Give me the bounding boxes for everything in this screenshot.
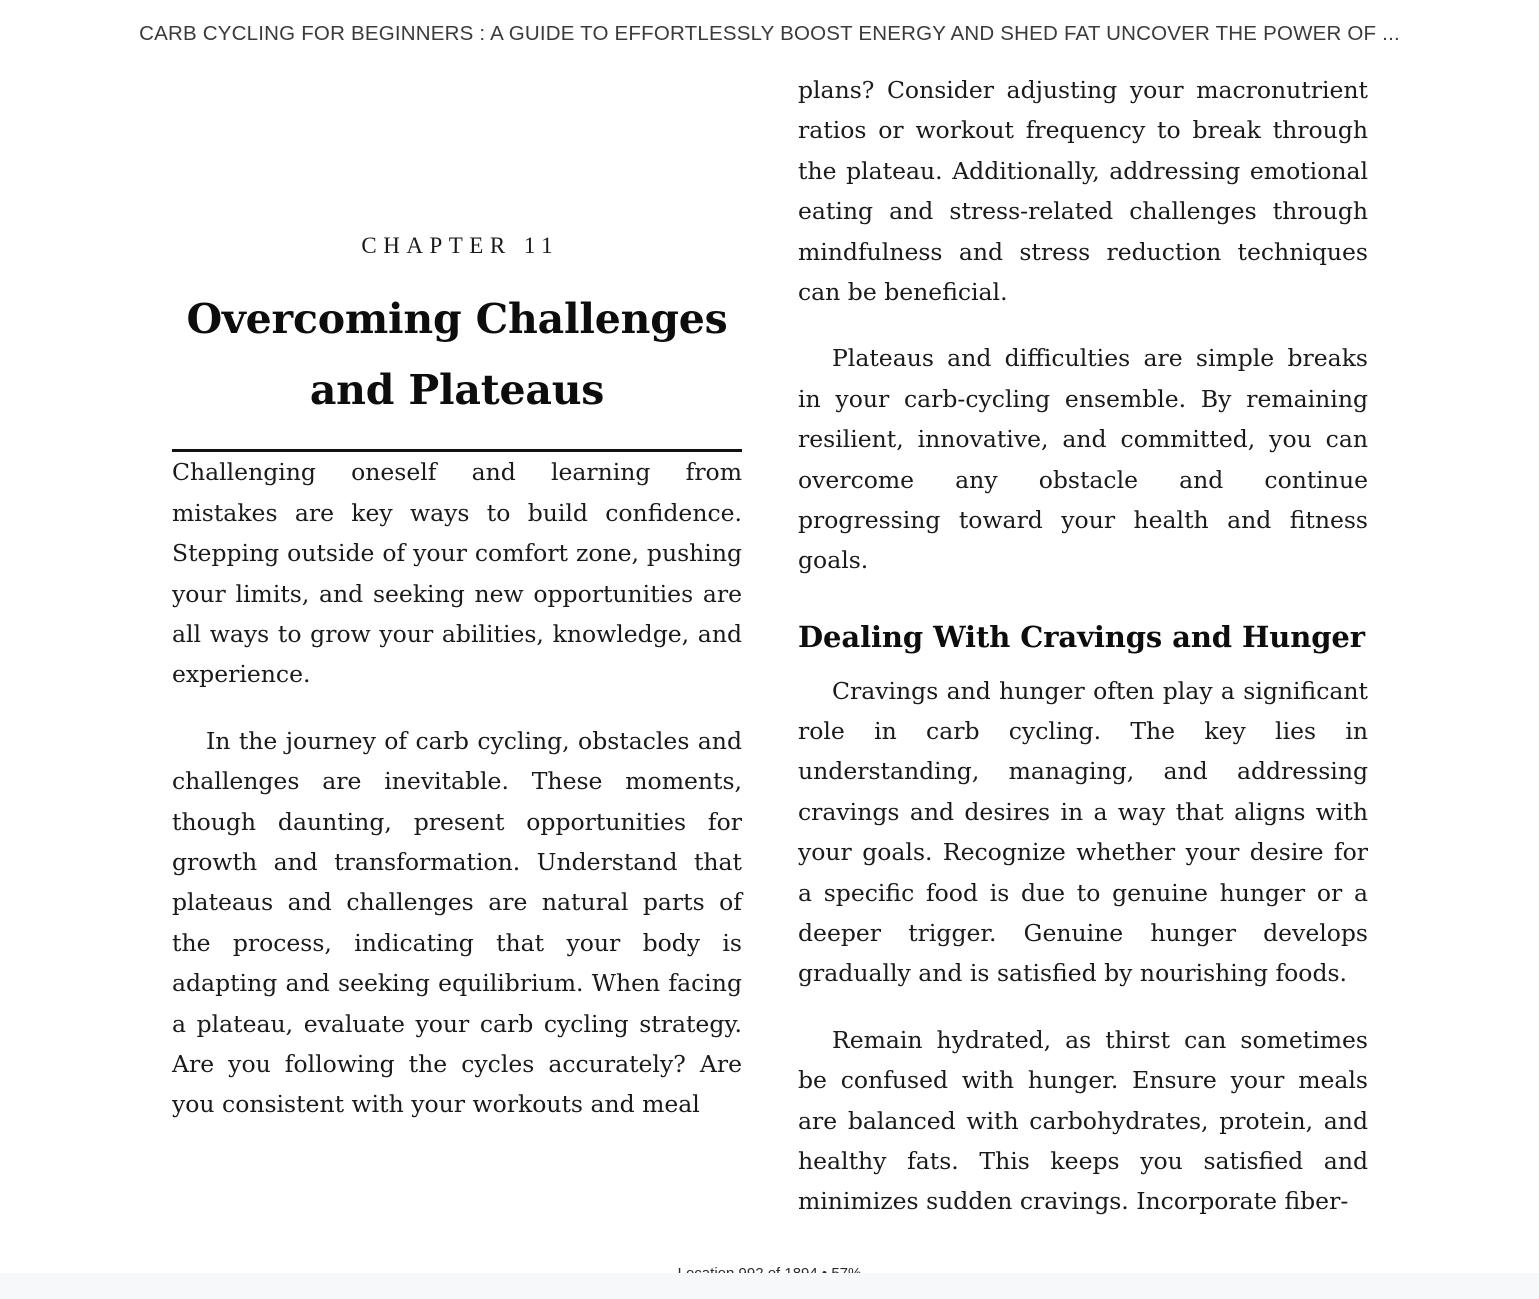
chapter-title-line-1: Overcoming Challenges [186, 295, 728, 344]
paragraph: plans? Consider adjusting your macronutrient ratios or workout frequency to break through the plateau. Additionally, addressing emotional eating and stress-related challenges through mindfulness and stress reduction techniques can be beneficial. [798, 76, 1368, 307]
page-content [0, 70, 1539, 1216]
chapter-opener [172, 70, 742, 452]
paragraph: In the journey of carb cycling, obstacles and challenges are inevitable. These moments, though daunting, present opportunities for growth and transformation. Understand that plateaus and challenges are natural parts of the process, indicating that your body is adapting and seeking equilibrium. When facing a plateau, evaluate your carb cycling strategy. Are you following the cycles accurately? Are you consistent with your workouts and meal [172, 726, 742, 1119]
footer-bar [0, 1273, 1539, 1299]
chapter-title [172, 284, 742, 425]
paragraph: Cravings and hunger often play a significant role in carb cycling. The key lies in understanding, managing, and addressing cravings and desires in a way that aligns with your goals. Recognize whether your desire for a specific food is due to genuine hunger or a deeper trigger. Genuine hunger develops gradually and is satisfied by nourishing foods. [798, 676, 1368, 988]
chapter-title-line-2: and Plateaus [309, 365, 605, 414]
paragraph: Remain hydrated, as thirst can sometimes be confused with hunger. Ensure your meals are balanced with carbohydrates, protein, and healthy fats. This keeps you satisfied and minimizes sudden cravings. Incorporate fiber- [798, 1025, 1368, 1216]
left-column [172, 70, 742, 1125]
paragraph: Plateaus and difficulties are simple breaks in your carb-cycling ensemble. By remaining resilient, innovative, and committed, you can overcome any obstacle and continue progressing toward your health and fitness goals. [798, 344, 1368, 575]
right-column [798, 70, 1368, 1222]
section-heading: Dealing With Cravings and Hunger [798, 619, 1365, 654]
chapter-number-label: CHAPTER 11 [361, 233, 560, 258]
running-book-title: CARB CYCLING FOR BEGINNERS : A GUIDE TO EFFORTLESSLY BOOST ENERGY AND SHED FAT UNCOVER THE POWER OF ... [139, 22, 1400, 45]
paragraph: Challenging oneself and learning from mistakes are key ways to build confidence. Stepping outside of your comfort zone, pushing your limits, and seeking new opportunities are all ways to grow your abilities, knowledge, and experience. [172, 458, 742, 689]
